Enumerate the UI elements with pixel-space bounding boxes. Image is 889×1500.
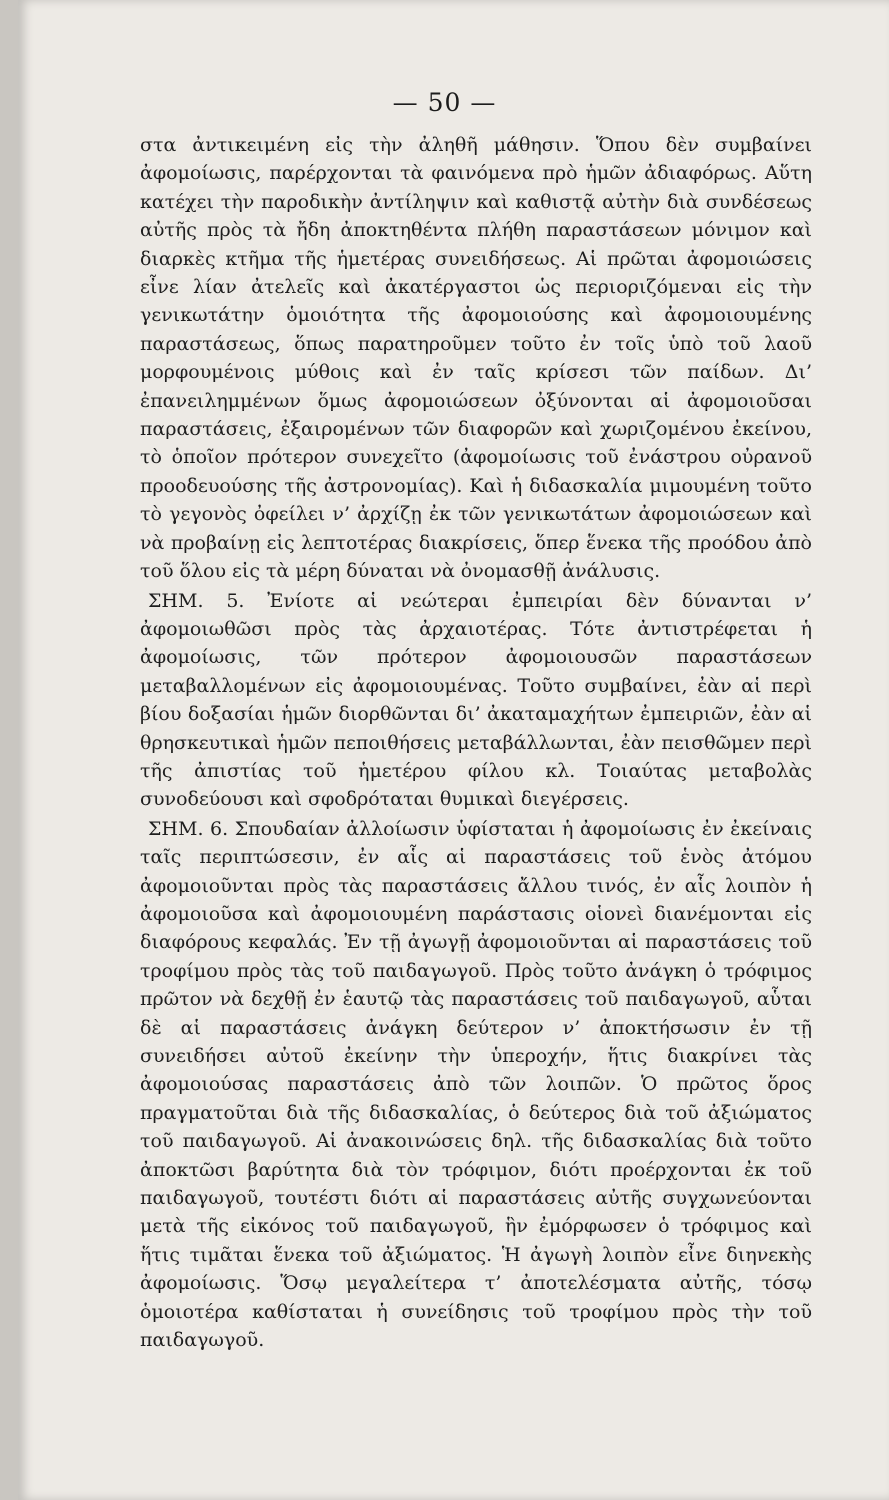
page-number: — 50 — [392, 88, 497, 117]
paragraph-main: στα ἀντικειμένη εἰς τὴν ἀληθῆ μάθησιν. Ὅπου δὲν συμβαίνει ἀφομοίωσις, παρέρχονται τὰ φαινόμενα πρὸ ἡμῶν ἀδιαφόρως. Αὕτη κατέχει τὴν παροδικὴν ἀντίληψιν καὶ καθιστᾷ αὐτὴν διὰ συνδέσεως αὐτῆς πρὸς τὰ ἤδη ἀποκτηθέντα πλήθη παραστάσεων μόνιμον καὶ διαρκὲς κτῆμα τῆς ἡμετέρας συνειδήσεως. Αἱ πρῶται ἀφομοιώσεις εἶνε λίαν ἀτελεῖς καὶ ἀκατέργαστοι ὡς περιοριζόμεναι εἰς τὴν γενικωτάτην ὁμοιότητα τῆς ἀφομοιούσης καὶ ἀφομοιουμένης παραστάσεως, ὅπως παρατηροῦμεν τοῦτο ἐν τοῖς ὑπὸ τοῦ λαοῦ μορφουμένοις μύθοις καὶ ἐν ταῖς κρίσεσι τῶν παίδων. Δι’ ἐπανειλημμένων ὅμως ἀφομοιώσεων ὀξύνονται αἱ ἀφομοιοῦσαι παραστάσεις, ἐξαιρομένων τῶν διαφορῶν καὶ χωριζομένου ἐκείνου, τὸ ὁποῖον πρότερον συνεχεῖτο (ἀφομοίωσις τοῦ ἐνάστρου οὐρανοῦ προοδευούσης τῆς ἀστρονομίας). Καὶ ἡ διδασκαλία μιμουμένη τοῦτο τὸ γεγονὸς ὀφείλει ν’ ἀρχίζῃ ἐκ τῶν γενικωτάτων ἀφομοιώσεων καὶ νὰ προβαίνῃ εἰς λεπτοτέρας διακρίσεις, ὅπερ ἕνεκα τῆς προόδου ἀπὸ τοῦ ὅλου εἰς τὰ μέρη δύναται νὰ ὀνομασθῇ ἀνάλυσις. [140, 134, 812, 583]
body-text [140, 131, 812, 1354]
paragraph-note-6: ΣΗΜ. 6. Σπουδαίαν ἀλλοίωσιν ὑφίσταται ἡ ἀφομοίωσις ἐν ἐκείναις ταῖς περιπτώσεσιν, ἐν αἷς αἱ παραστάσεις τοῦ ἑνὸς ἀτόμου ἀφομοιοῦνται πρὸς τὰς παραστάσεις ἄλλου τινός, ἐν αἷς λοιπὸν ἡ ἀφομοιοῦσα καὶ ἀφομοιουμένη παράστασις οἱονεὶ διανέμονται εἰς διαφόρους κεφαλάς. Ἐν τῇ ἀγωγῇ ἀφομοιοῦνται αἱ παραστάσεις τοῦ τροφίμου πρὸς τὰς τοῦ παιδαγωγοῦ. Πρὸς τοῦτο ἀνάγκη ὁ τρόφιμος πρῶτον νὰ δεχθῇ ἐν ἑαυτῷ τὰς παραστάσεις τοῦ παιδαγωγοῦ, αὗται δὲ αἱ παραστάσεις ἀνάγκη δεύτερον ν’ ἀποκτήσωσιν ἐν τῇ συνειδήσει αὐτοῦ ἐκείνην τὴν ὑπεροχήν, ἥτις διακρίνει τὰς ἀφομοιούσας παραστάσεις ἀπὸ τῶν λοιπῶν. Ὁ πρῶτος ὅρος πραγματοῦται διὰ τῆς διδασκαλίας, ὁ δεύτερος διὰ τοῦ ἀξιώματος τοῦ παιδαγωγοῦ. Αἱ ἀνακοινώσεις δηλ. τῆς διδασκαλίας διὰ τοῦτο ἀποκτῶσι βαρύτητα διὰ τὸν τρόφιμον, διότι προέρχονται ἐκ τοῦ παιδαγωγοῦ, τουτέστι διότι αἱ παραστάσεις αὐτῆς συγχωνεύονται μετὰ τῆς εἰκόνος τοῦ παιδαγωγοῦ, ἣν ἐμόρφωσεν ὁ τρόφιμος καὶ ἥτις τιμᾶται ἕνεκα τοῦ ἀξιώματος. Ἡ ἀγωγὴ λοιπὸν εἶνε διηνεκὴς ἀφομοίωσις. Ὅσῳ μεγαλείτερα τ’ ἀποτελέσματα αὐτῆς, τόσῳ ὁμοιοτέρα καθίσταται ἡ συνείδησις τοῦ τροφίμου πρὸς τὴν τοῦ παιδαγωγοῦ. [140, 817, 812, 1352]
paragraph-note-5: ΣΗΜ. 5. Ἐνίοτε αἱ νεώτεραι ἐμπειρίαι δὲν δύνανται ν’ ἀφομοιωθῶσι πρὸς τὰς ἀρχαιοτέρας. Τότε ἀντιστρέφεται ἡ ἀφομοίωσις, τῶν πρότερον ἀφομοιουσῶν παραστάσεων μεταβαλλομένων εἰς ἀφομοιουμένας. Τοῦτο συμβαίνει, ἐὰν αἱ περὶ βίου δοξασίαι ἡμῶν διορθῶνται δι’ ἀκαταμαχήτων ἐμπειριῶν, ἐὰν αἱ θρησκευτικαὶ ἡμῶν πεποιθήσεις μεταβάλλωνται, ἐὰν πεισθῶμεν περὶ τῆς ἀπιστίας τοῦ ἡμετέρου φίλου κλ. Τοιαύτας μεταβολὰς συνοδεύουσι καὶ σφοδρόταται θυμικαὶ διεγέρσεις. [140, 589, 812, 811]
